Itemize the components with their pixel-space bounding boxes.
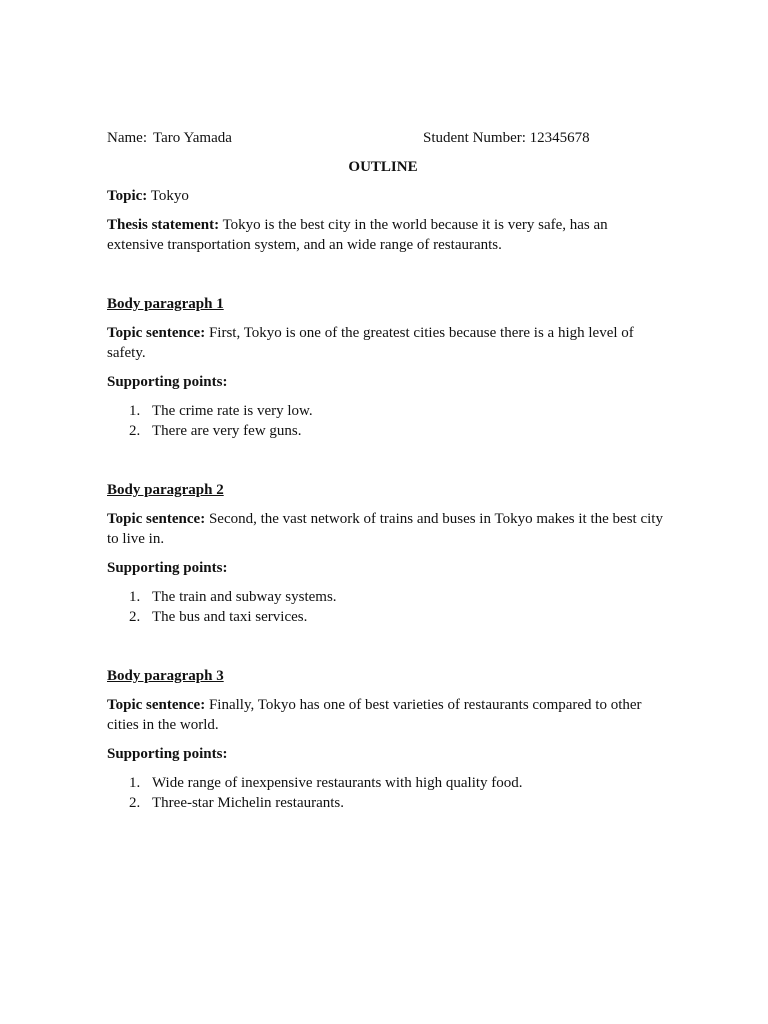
list-number: 1. xyxy=(129,775,141,791)
section-heading: Body paragraph 1 xyxy=(107,296,224,312)
list-item xyxy=(107,793,667,813)
page-title: OUTLINE xyxy=(348,159,418,175)
name-label: Name: xyxy=(107,130,147,146)
name-value: Taro Yamada xyxy=(152,130,232,146)
list-item-text: There are very few guns. xyxy=(152,423,302,439)
topic-sentence xyxy=(107,323,667,363)
topic-sentence-label: Topic sentence: xyxy=(107,511,206,527)
supporting-points-label: Supporting points: xyxy=(107,560,228,576)
topic-sentence-text: Finally, Tokyo has one of best varieties of restaurants compared to other cities in the world. xyxy=(107,697,642,733)
topic-sentence xyxy=(107,695,667,735)
topic-sentence-text: Second, the vast network of trains and buses in Tokyo makes it the best city to live in. xyxy=(107,511,663,547)
document-page xyxy=(107,128,667,813)
section-heading: Body paragraph 2 xyxy=(107,482,224,498)
supporting-points-list xyxy=(107,401,667,441)
list-item xyxy=(107,607,667,627)
header-row xyxy=(107,128,667,148)
thesis-text: Tokyo is the best city in the world because it is very safe, has an extensive transportation system, and an wide range of restaurants. xyxy=(107,217,608,253)
body-paragraph-2 xyxy=(107,480,667,627)
supporting-points-list xyxy=(107,773,667,813)
body-paragraph-1 xyxy=(107,294,667,441)
list-item-text: The train and subway systems. xyxy=(152,589,337,605)
section-heading: Body paragraph 3 xyxy=(107,668,224,684)
list-item xyxy=(107,587,667,607)
topic-sentence-label: Topic sentence: xyxy=(107,697,206,713)
list-number: 1. xyxy=(129,403,141,419)
topic-sentence-label: Topic sentence: xyxy=(107,325,206,341)
list-item xyxy=(107,773,667,793)
list-number: 2. xyxy=(129,795,141,811)
list-item-text: The bus and taxi services. xyxy=(152,609,308,625)
student-number-label: Student Number: xyxy=(423,130,526,146)
list-item xyxy=(107,401,667,421)
list-number: 1. xyxy=(129,589,141,605)
supporting-points-label: Supporting points: xyxy=(107,374,228,390)
topic-sentence xyxy=(107,509,667,549)
body-paragraph-3 xyxy=(107,666,667,813)
topic-sentence-text: First, Tokyo is one of the greatest cities because there is a high level of safety. xyxy=(107,325,634,361)
student-name xyxy=(107,128,232,148)
list-item-text: Three-star Michelin restaurants. xyxy=(152,795,345,811)
list-number: 2. xyxy=(129,423,141,439)
thesis-label: Thesis statement: xyxy=(107,217,220,233)
student-number xyxy=(423,128,590,148)
supporting-points-label: Supporting points: xyxy=(107,746,228,762)
thesis-statement xyxy=(107,215,667,255)
list-item-text: Wide range of inexpensive restaurants with high quality food. xyxy=(152,775,523,791)
topic-label: Topic: xyxy=(107,188,148,204)
list-item-text: The crime rate is very low. xyxy=(152,403,313,419)
list-number: 2. xyxy=(129,609,141,625)
topic-value: Tokyo xyxy=(150,188,189,204)
supporting-points-list xyxy=(107,587,667,627)
student-number-value: 12345678 xyxy=(529,130,590,146)
topic-line xyxy=(107,186,667,206)
list-item xyxy=(107,421,667,441)
